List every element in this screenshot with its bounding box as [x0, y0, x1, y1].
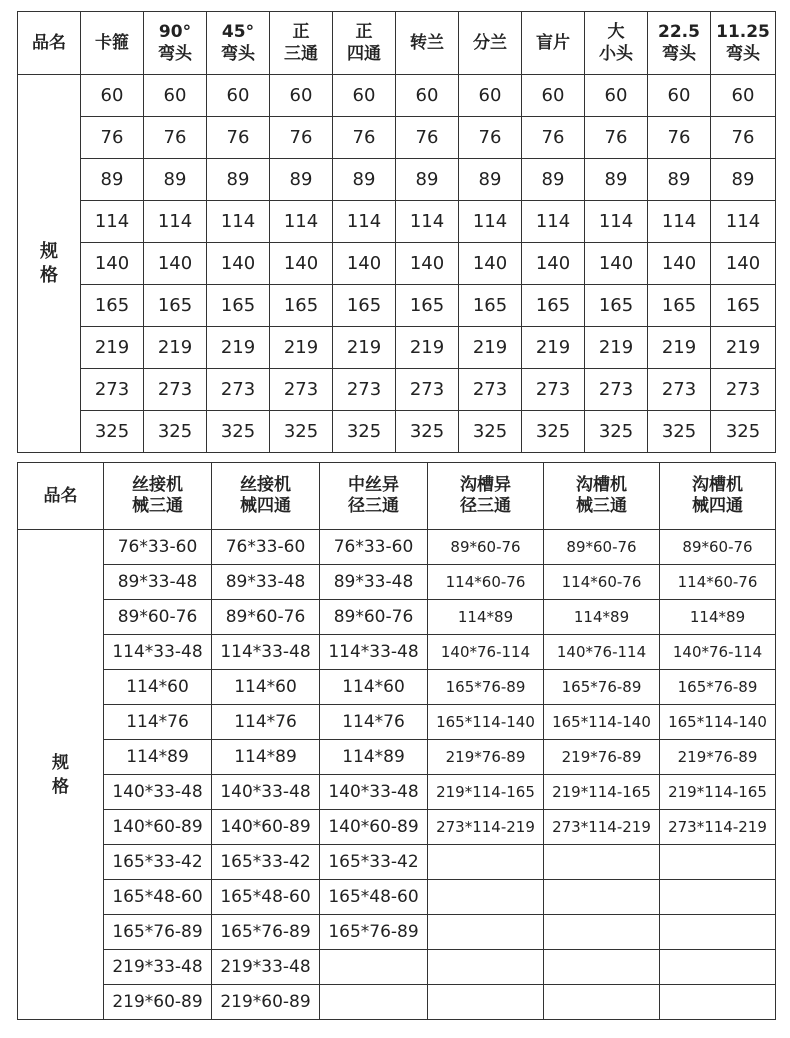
size-cell: 219: [711, 327, 776, 369]
size-cell: 219: [207, 327, 270, 369]
spec-cell: 219*60-89: [212, 985, 320, 1020]
header-line: 弯头: [221, 44, 255, 64]
header-line: 卡箍: [95, 33, 129, 53]
column-header: [212, 463, 320, 530]
column-header: [320, 463, 428, 530]
spec-cell: 114*60: [212, 670, 320, 705]
size-cell: 76: [144, 117, 207, 159]
size-cell: 140: [585, 243, 648, 285]
spec-cell: 165*76-89: [428, 670, 544, 705]
size-cell: 76: [81, 117, 144, 159]
table-row: [18, 670, 776, 705]
size-cell: 325: [585, 411, 648, 453]
table-row: [18, 705, 776, 740]
spec-cell: 114*60: [320, 670, 428, 705]
size-cell: 219: [522, 327, 585, 369]
size-cell: 60: [648, 75, 711, 117]
spec-cell: 140*33-48: [212, 775, 320, 810]
spec-cell: 165*48-60: [320, 880, 428, 915]
size-cell: 273: [522, 369, 585, 411]
spec-cell: 89*33-48: [212, 565, 320, 600]
size-cell: 165: [396, 285, 459, 327]
header-line: 11.25: [716, 22, 770, 42]
spec-cell: 219*76-89: [544, 740, 660, 775]
size-cell: 76: [711, 117, 776, 159]
table-row: [18, 285, 776, 327]
table-row: [18, 880, 776, 915]
spec-cell: 114*76: [104, 705, 212, 740]
size-cell: 140: [459, 243, 522, 285]
spec-cell: 140*76-114: [428, 635, 544, 670]
header-line: 正: [292, 22, 310, 42]
spec-cell: 219*33-48: [104, 950, 212, 985]
spec-cell: 89*60-76: [544, 530, 660, 565]
column-header: [81, 12, 144, 75]
table-row: [18, 327, 776, 369]
table-row: [18, 810, 776, 845]
spec-cell: 219*114-165: [544, 775, 660, 810]
size-cell: 60: [333, 75, 396, 117]
size-cell: 89: [207, 159, 270, 201]
column-header: [544, 463, 660, 530]
header-line: 品名: [32, 33, 66, 53]
spec-cell: [660, 915, 776, 950]
spec-cell: 165*33-42: [320, 845, 428, 880]
table-row: [18, 635, 776, 670]
size-cell: 165: [207, 285, 270, 327]
spec-cell: 165*33-42: [104, 845, 212, 880]
spec-cell: 219*60-89: [104, 985, 212, 1020]
table-header-row: [18, 12, 776, 75]
header-line: 22.5: [658, 22, 700, 42]
size-cell: 165: [711, 285, 776, 327]
size-cell: 76: [648, 117, 711, 159]
size-cell: 273: [270, 369, 333, 411]
size-cell: 325: [333, 411, 396, 453]
header-line: 小头: [599, 44, 633, 64]
spec-cell: 165*114-140: [660, 705, 776, 740]
size-cell: 140: [648, 243, 711, 285]
spec-cell: [320, 950, 428, 985]
header-line: 丝接机: [240, 475, 291, 495]
header-line: 盲片: [536, 33, 570, 53]
header-line: 大: [607, 22, 625, 42]
size-cell: 89: [396, 159, 459, 201]
header-line: 四通: [347, 44, 381, 64]
spec-cell: 114*33-48: [212, 635, 320, 670]
spec-cell: 114*60-76: [660, 565, 776, 600]
size-cell: 140: [711, 243, 776, 285]
table-row: [18, 159, 776, 201]
table-row: [18, 75, 776, 117]
spec-cell: 114*33-48: [104, 635, 212, 670]
spec-cell: 76*33-60: [320, 530, 428, 565]
spec-cell: 89*60-76: [428, 530, 544, 565]
spec-cell: 140*60-89: [320, 810, 428, 845]
spec-cell: 114*76: [320, 705, 428, 740]
size-cell: 60: [396, 75, 459, 117]
size-cell: 219: [270, 327, 333, 369]
spec-cell: 114*60-76: [428, 565, 544, 600]
size-cell: 60: [270, 75, 333, 117]
size-cell: 165: [81, 285, 144, 327]
size-cell: 76: [396, 117, 459, 159]
table-row: [18, 985, 776, 1020]
table-row: [18, 740, 776, 775]
size-cell: 114: [144, 201, 207, 243]
header-line: 转兰: [410, 33, 444, 53]
spec-cell: 114*76: [212, 705, 320, 740]
column-header: [270, 12, 333, 75]
spec-cell: [544, 915, 660, 950]
size-cell: 219: [396, 327, 459, 369]
header-line: 45°: [221, 22, 255, 42]
spec-cell: 165*48-60: [212, 880, 320, 915]
size-cell: 219: [81, 327, 144, 369]
size-cell: 114: [522, 201, 585, 243]
spec-cell: 219*76-89: [660, 740, 776, 775]
table-row: [18, 845, 776, 880]
size-cell: 114: [81, 201, 144, 243]
header-line: 90°: [158, 22, 192, 42]
table-row: [18, 201, 776, 243]
header-line: 械三通: [132, 496, 183, 516]
spec-cell: 114*89: [544, 600, 660, 635]
size-cell: 89: [144, 159, 207, 201]
spec-cell: [544, 985, 660, 1020]
spec-cell: [544, 950, 660, 985]
spec-cell: 165*76-89: [212, 915, 320, 950]
column-header: [18, 463, 104, 530]
column-header: [648, 12, 711, 75]
size-cell: 325: [396, 411, 459, 453]
size-cell: 219: [144, 327, 207, 369]
size-cell: 114: [207, 201, 270, 243]
spec-cell: 165*76-89: [320, 915, 428, 950]
size-cell: 165: [459, 285, 522, 327]
size-cell: 219: [585, 327, 648, 369]
spec-cell: [660, 950, 776, 985]
size-cell: 140: [81, 243, 144, 285]
size-cell: 60: [711, 75, 776, 117]
header-line: 径三通: [460, 496, 511, 516]
spec-cell: [320, 985, 428, 1020]
size-cell: 89: [711, 159, 776, 201]
spec-cell: 76*33-60: [212, 530, 320, 565]
spec-cell: [544, 880, 660, 915]
size-cell: 114: [333, 201, 396, 243]
size-cell: 273: [711, 369, 776, 411]
column-header: [104, 463, 212, 530]
spec-cell: [428, 880, 544, 915]
spec-cell: 114*89: [320, 740, 428, 775]
size-cell: 140: [333, 243, 396, 285]
column-header: [207, 12, 270, 75]
size-cell: 89: [648, 159, 711, 201]
header-line: 械三通: [576, 496, 627, 516]
size-cell: 273: [144, 369, 207, 411]
spec-cell: 273*114-219: [428, 810, 544, 845]
spec-cell: [428, 985, 544, 1020]
header-line: 三通: [284, 44, 318, 64]
size-cell: 114: [396, 201, 459, 243]
spec-cell: 114*89: [660, 600, 776, 635]
spec-cell: 165*48-60: [104, 880, 212, 915]
header-line: 规: [40, 240, 58, 262]
size-cell: 60: [522, 75, 585, 117]
size-cell: 89: [585, 159, 648, 201]
spec-cell: 76*33-60: [104, 530, 212, 565]
size-cell: 114: [648, 201, 711, 243]
header-line: 格: [40, 264, 58, 286]
size-cell: 89: [333, 159, 396, 201]
spec-cell: 89*33-48: [320, 565, 428, 600]
size-cell: 140: [144, 243, 207, 285]
spec-cell: 273*114-219: [660, 810, 776, 845]
header-line: 径三通: [348, 496, 399, 516]
size-cell: 325: [207, 411, 270, 453]
size-cell: 273: [459, 369, 522, 411]
table-row: [18, 117, 776, 159]
size-cell: 76: [585, 117, 648, 159]
header-line: 械四通: [240, 496, 291, 516]
size-cell: 140: [396, 243, 459, 285]
size-cell: 76: [333, 117, 396, 159]
size-cell: 219: [333, 327, 396, 369]
spec-cell: [544, 845, 660, 880]
spec-cell: 140*76-114: [544, 635, 660, 670]
column-header: [428, 463, 544, 530]
header-line: 沟槽机: [576, 475, 627, 495]
size-cell: 76: [207, 117, 270, 159]
spec-cell: 165*114-140: [544, 705, 660, 740]
size-cell: 165: [270, 285, 333, 327]
spec-cell: [660, 985, 776, 1020]
size-cell: 273: [648, 369, 711, 411]
spec-cell: [428, 915, 544, 950]
spec-cell: 165*114-140: [428, 705, 544, 740]
spec-cell: 165*33-42: [212, 845, 320, 880]
column-header: [396, 12, 459, 75]
spec-cell: [660, 845, 776, 880]
spec-cell: 89*60-76: [104, 600, 212, 635]
column-header: [711, 12, 776, 75]
size-cell: 325: [144, 411, 207, 453]
size-cell: 219: [459, 327, 522, 369]
size-cell: 60: [81, 75, 144, 117]
size-cell: 273: [81, 369, 144, 411]
spec-cell: 165*76-89: [660, 670, 776, 705]
header-line: 弯头: [726, 44, 760, 64]
table-row: [18, 411, 776, 453]
column-header: [522, 12, 585, 75]
table-row: [18, 775, 776, 810]
column-header: [18, 12, 81, 75]
size-cell: 140: [522, 243, 585, 285]
header-line: 沟槽异: [460, 475, 511, 495]
spec-cell: 219*76-89: [428, 740, 544, 775]
spec-cell: 114*33-48: [320, 635, 428, 670]
size-cell: 114: [459, 201, 522, 243]
size-cell: 165: [333, 285, 396, 327]
spec-cell: 273*114-219: [544, 810, 660, 845]
row-group-label: [18, 530, 104, 1020]
header-line: 品名: [43, 485, 78, 506]
table-row: [18, 565, 776, 600]
header-line: 沟槽机: [692, 475, 743, 495]
spec-cell: 89*60-76: [320, 600, 428, 635]
spec-cell: 140*60-89: [212, 810, 320, 845]
column-header: [333, 12, 396, 75]
table-row: [18, 950, 776, 985]
row-group-label: [18, 75, 81, 453]
spec-cell: 165*76-89: [104, 915, 212, 950]
spec-cell: 114*60: [104, 670, 212, 705]
spec-cell: 140*60-89: [104, 810, 212, 845]
header-line: 弯头: [662, 44, 696, 64]
header-line: 弯头: [158, 44, 192, 64]
table-row: [18, 530, 776, 565]
spec-cell: 114*89: [104, 740, 212, 775]
size-cell: 165: [585, 285, 648, 327]
size-cell: 60: [144, 75, 207, 117]
size-cell: 114: [585, 201, 648, 243]
spec-cell: [428, 950, 544, 985]
table-row: [18, 600, 776, 635]
spec-cell: 114*89: [212, 740, 320, 775]
size-cell: 325: [711, 411, 776, 453]
column-header: [459, 12, 522, 75]
spec-cell: 114*60-76: [544, 565, 660, 600]
size-cell: 89: [270, 159, 333, 201]
spec-cell: 140*33-48: [104, 775, 212, 810]
spec-cell: 219*33-48: [212, 950, 320, 985]
size-cell: 76: [459, 117, 522, 159]
table-row: [18, 369, 776, 411]
size-cell: 325: [648, 411, 711, 453]
size-cell: 165: [522, 285, 585, 327]
header-line: 中丝异: [348, 475, 399, 495]
size-cell: 89: [459, 159, 522, 201]
header-line: 分兰: [473, 33, 507, 53]
size-cell: 325: [81, 411, 144, 453]
column-header: [144, 12, 207, 75]
size-cell: 325: [459, 411, 522, 453]
size-cell: 114: [711, 201, 776, 243]
size-cell: 165: [144, 285, 207, 327]
tee-cross-spec-table: [17, 462, 776, 1020]
size-cell: 273: [396, 369, 459, 411]
column-header: [660, 463, 776, 530]
size-cell: 89: [81, 159, 144, 201]
spec-cell: 165*76-89: [544, 670, 660, 705]
spec-cell: [660, 880, 776, 915]
size-cell: 60: [585, 75, 648, 117]
spec-cell: 89*60-76: [212, 600, 320, 635]
size-cell: 140: [270, 243, 333, 285]
header-line: 规: [52, 752, 69, 773]
fittings-spec-table: [17, 11, 776, 453]
table-row: [18, 243, 776, 285]
size-cell: 60: [459, 75, 522, 117]
spec-cell: [428, 845, 544, 880]
size-cell: 140: [207, 243, 270, 285]
spec-cell: 89*33-48: [104, 565, 212, 600]
spec-cell: 140*33-48: [320, 775, 428, 810]
column-header: [585, 12, 648, 75]
spec-cell: 140*76-114: [660, 635, 776, 670]
spec-cell: 219*114-165: [428, 775, 544, 810]
size-cell: 114: [270, 201, 333, 243]
table-header-row: [18, 463, 776, 530]
header-line: 丝接机: [132, 475, 183, 495]
size-cell: 273: [207, 369, 270, 411]
table-row: [18, 915, 776, 950]
header-line: 械四通: [692, 496, 743, 516]
size-cell: 273: [585, 369, 648, 411]
size-cell: 273: [333, 369, 396, 411]
size-cell: 219: [648, 327, 711, 369]
header-line: 格: [52, 776, 69, 797]
header-line: 正: [355, 22, 373, 42]
size-cell: 60: [207, 75, 270, 117]
size-cell: 325: [270, 411, 333, 453]
size-cell: 89: [522, 159, 585, 201]
spec-cell: 219*114-165: [660, 775, 776, 810]
spec-cell: 114*89: [428, 600, 544, 635]
size-cell: 325: [522, 411, 585, 453]
spec-cell: 89*60-76: [660, 530, 776, 565]
size-cell: 165: [648, 285, 711, 327]
size-cell: 76: [522, 117, 585, 159]
size-cell: 76: [270, 117, 333, 159]
